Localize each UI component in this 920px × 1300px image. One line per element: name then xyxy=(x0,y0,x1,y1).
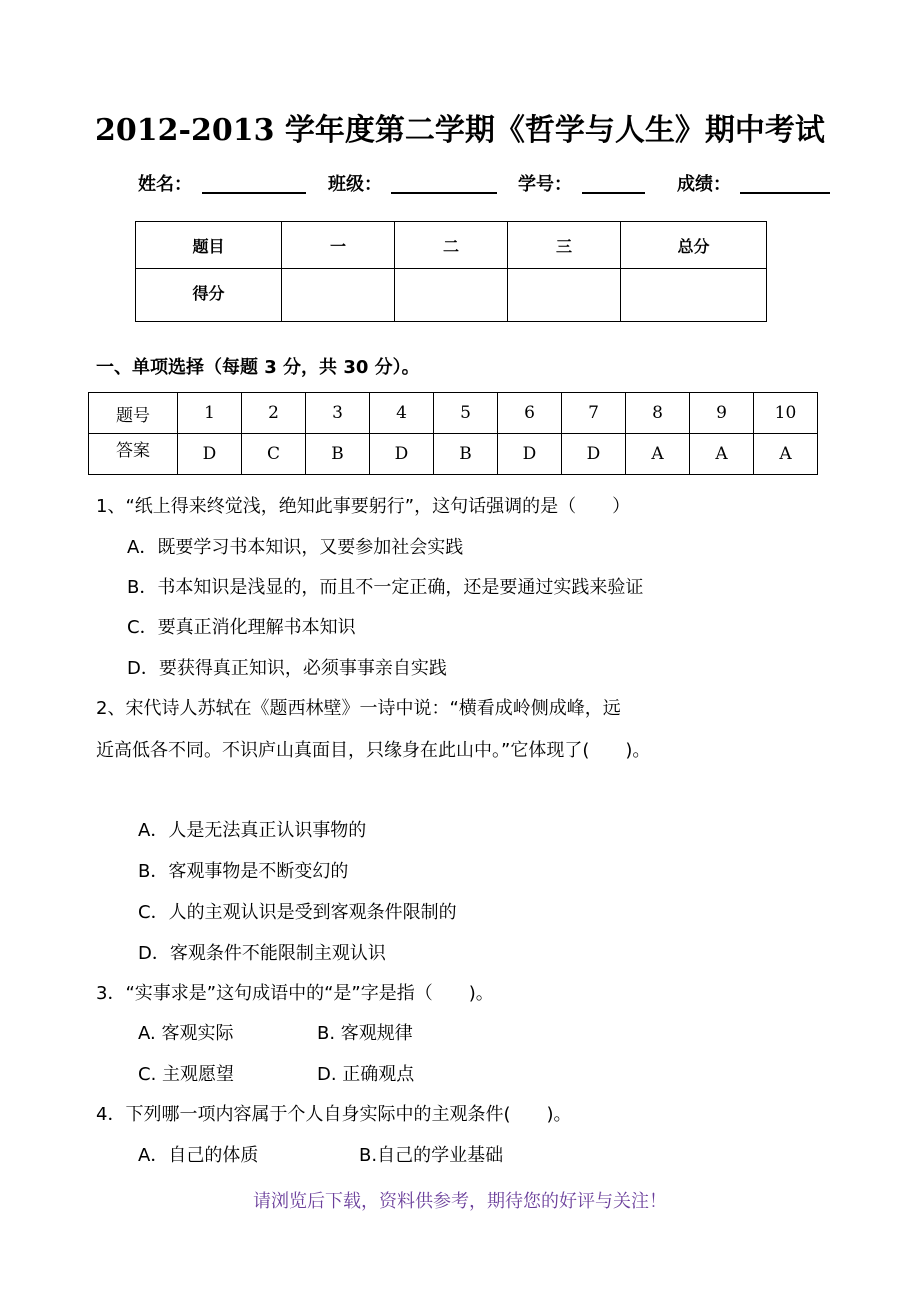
question-number: 1 xyxy=(178,393,242,434)
answer-cell: D xyxy=(370,434,434,475)
score-table-score-row xyxy=(136,269,767,322)
question-number: 6 xyxy=(498,393,562,434)
score-table xyxy=(135,221,767,322)
score-cell xyxy=(621,269,767,322)
question-2-option-c: C．人的主观认识是受到客观条件限制的 xyxy=(138,902,457,923)
grade-label: 成绩： xyxy=(677,174,731,195)
score-cell xyxy=(508,269,621,322)
score-cell xyxy=(395,269,508,322)
exam-title: 2012-2013 学年度第二学期《哲学与人生》期中考试 xyxy=(95,113,825,148)
answer-cell: A xyxy=(754,434,818,475)
question-2-option-a: A．人是无法真正认识事物的 xyxy=(138,820,367,841)
question-number: 7 xyxy=(562,393,626,434)
name-label: 姓名： xyxy=(138,174,192,195)
class-label: 班级： xyxy=(328,174,382,195)
question-1-option-a: A．既要学习书本知识，又要参加社会实践 xyxy=(127,537,464,558)
question-2-stem-line2: 近高低各不同。不识庐山真面目，只缘身在此山中。”它体现了( )。 xyxy=(96,740,651,761)
score-header-cell: 一 xyxy=(282,222,395,269)
question-1-option-d: D．要获得真正知识，必须事事亲自实践 xyxy=(127,658,447,679)
score-row-label: 得分 xyxy=(136,269,282,322)
score-table-header-row xyxy=(136,222,767,269)
answer-table-answer-row xyxy=(89,434,818,475)
student-id-label: 学号： xyxy=(518,174,572,195)
question-number: 9 xyxy=(690,393,754,434)
answer-row-label: 题号 xyxy=(89,393,178,434)
question-number: 8 xyxy=(626,393,690,434)
class-blank xyxy=(391,192,497,194)
question-2-stem-line1: 2、宋代诗人苏轼在《题西林壁》一诗中说：“横看成岭侧成峰，远 xyxy=(96,698,621,719)
grade-blank xyxy=(740,192,830,194)
footer-note: 请浏览后下载，资料供参考，期待您的好评与关注！ xyxy=(253,1191,667,1212)
question-number: 4 xyxy=(370,393,434,434)
answer-row-label: 答案 xyxy=(89,434,178,475)
answer-cell: D xyxy=(562,434,626,475)
answer-cell: A xyxy=(690,434,754,475)
score-header-cell: 总分 xyxy=(621,222,767,269)
score-cell xyxy=(282,269,395,322)
answer-cell: D xyxy=(498,434,562,475)
question-3-option-c: C. 主观愿望 xyxy=(138,1064,235,1085)
question-3-option-a: A. 客观实际 xyxy=(138,1023,234,1044)
question-2-option-d: D．客观条件不能限制主观认识 xyxy=(138,943,386,964)
question-4-option-b: B.自己的学业基础 xyxy=(359,1145,504,1166)
answer-table xyxy=(88,392,818,475)
question-4-stem: 4．下列哪一项内容属于个人自身实际中的主观条件( )。 xyxy=(96,1104,572,1125)
answer-cell: B xyxy=(434,434,498,475)
answer-cell: B xyxy=(306,434,370,475)
question-3-option-d: D. 正确观点 xyxy=(317,1064,415,1085)
section-heading: 一、单项选择（每题 3 分，共 30 分）。 xyxy=(96,357,420,378)
answer-cell: C xyxy=(242,434,306,475)
score-header-cell: 二 xyxy=(395,222,508,269)
answer-table-number-row xyxy=(89,393,818,434)
student-id-blank xyxy=(582,192,645,194)
question-number: 2 xyxy=(242,393,306,434)
score-header-cell: 三 xyxy=(508,222,621,269)
question-1-option-c: C．要真正消化理解书本知识 xyxy=(127,617,356,638)
question-number: 5 xyxy=(434,393,498,434)
question-4-option-a: A．自己的体质 xyxy=(138,1145,259,1166)
answer-cell: A xyxy=(626,434,690,475)
question-number: 10 xyxy=(754,393,818,434)
question-3-option-b: B. 客观规律 xyxy=(317,1023,413,1044)
score-header-cell: 题目 xyxy=(136,222,282,269)
question-1-stem: 1、“纸上得来终觉浅，绝知此事要躬行”，这句话强调的是（ ） xyxy=(96,496,631,517)
name-blank xyxy=(202,192,306,194)
question-2-option-b: B．客观事物是不断变幻的 xyxy=(138,861,349,882)
question-number: 3 xyxy=(306,393,370,434)
question-1-option-b: B．书本知识是浅显的，而且不一定正确，还是要通过实践来验证 xyxy=(127,577,644,598)
answer-cell: D xyxy=(178,434,242,475)
question-3-stem: 3．“实事求是”这句成语中的“是”字是指（ )。 xyxy=(96,983,494,1004)
